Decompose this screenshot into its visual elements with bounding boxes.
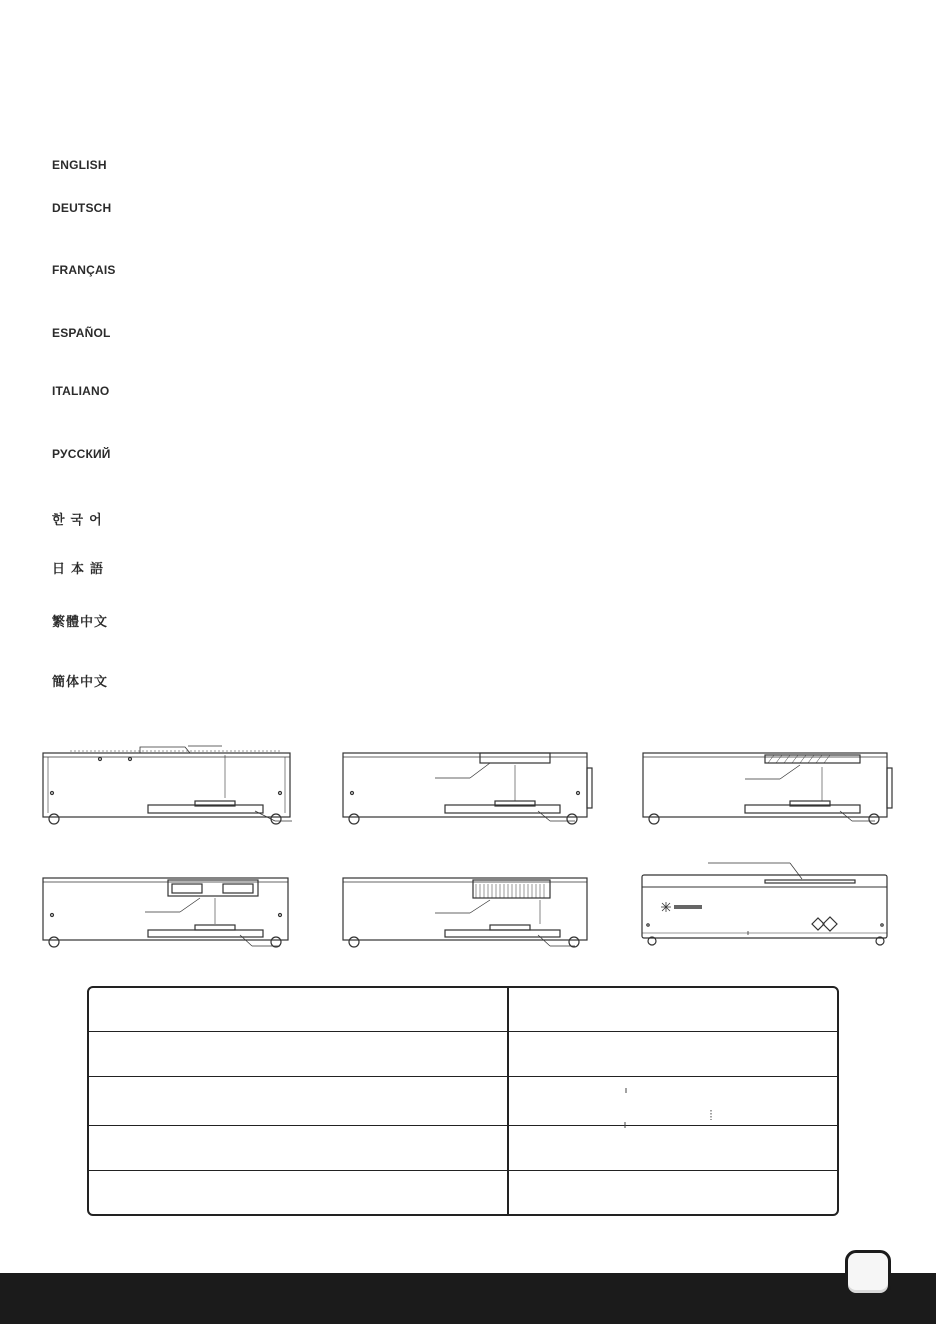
language-espanol: ESPAÑOL [52,326,111,340]
case-front-view [640,855,896,955]
case-side-view-4 [40,870,296,955]
language-russian: РУССКИЙ [52,447,111,461]
table-row [89,1125,837,1126]
table-row [89,1170,837,1171]
language-traditional-chinese: 繁體中文 [52,614,109,629]
language-japanese: 日本語 [52,561,110,576]
language-simplified-chinese: 簡体中文 [52,674,109,689]
rounded-square-badge-icon [845,1250,891,1296]
language-italiano: ITALIANO [52,384,110,398]
case-side-view-5 [340,870,596,955]
case-diagram-6-front [640,855,896,955]
case-diagram-1 [40,743,296,828]
case-diagram-3 [640,743,896,828]
case-side-view-1 [40,743,296,828]
spec-table [87,986,839,1216]
table-stray-marks [619,1086,719,1131]
language-korean: 한국어 [52,512,108,527]
footer-bar [0,1273,936,1324]
case-diagram-2 [340,743,596,828]
language-francais: FRANÇAIS [52,263,116,277]
language-deutsch: DEUTSCH [52,201,112,215]
case-side-view-3 [640,743,896,828]
case-side-view-2 [340,743,596,828]
snowflake-logo-icon [661,902,671,912]
table-row [89,1031,837,1032]
spec-table-column-divider [507,988,509,1214]
language-english: ENGLISH [52,158,107,172]
table-row [89,1076,837,1077]
case-diagram-5 [340,870,596,955]
case-diagram-4 [40,870,296,955]
